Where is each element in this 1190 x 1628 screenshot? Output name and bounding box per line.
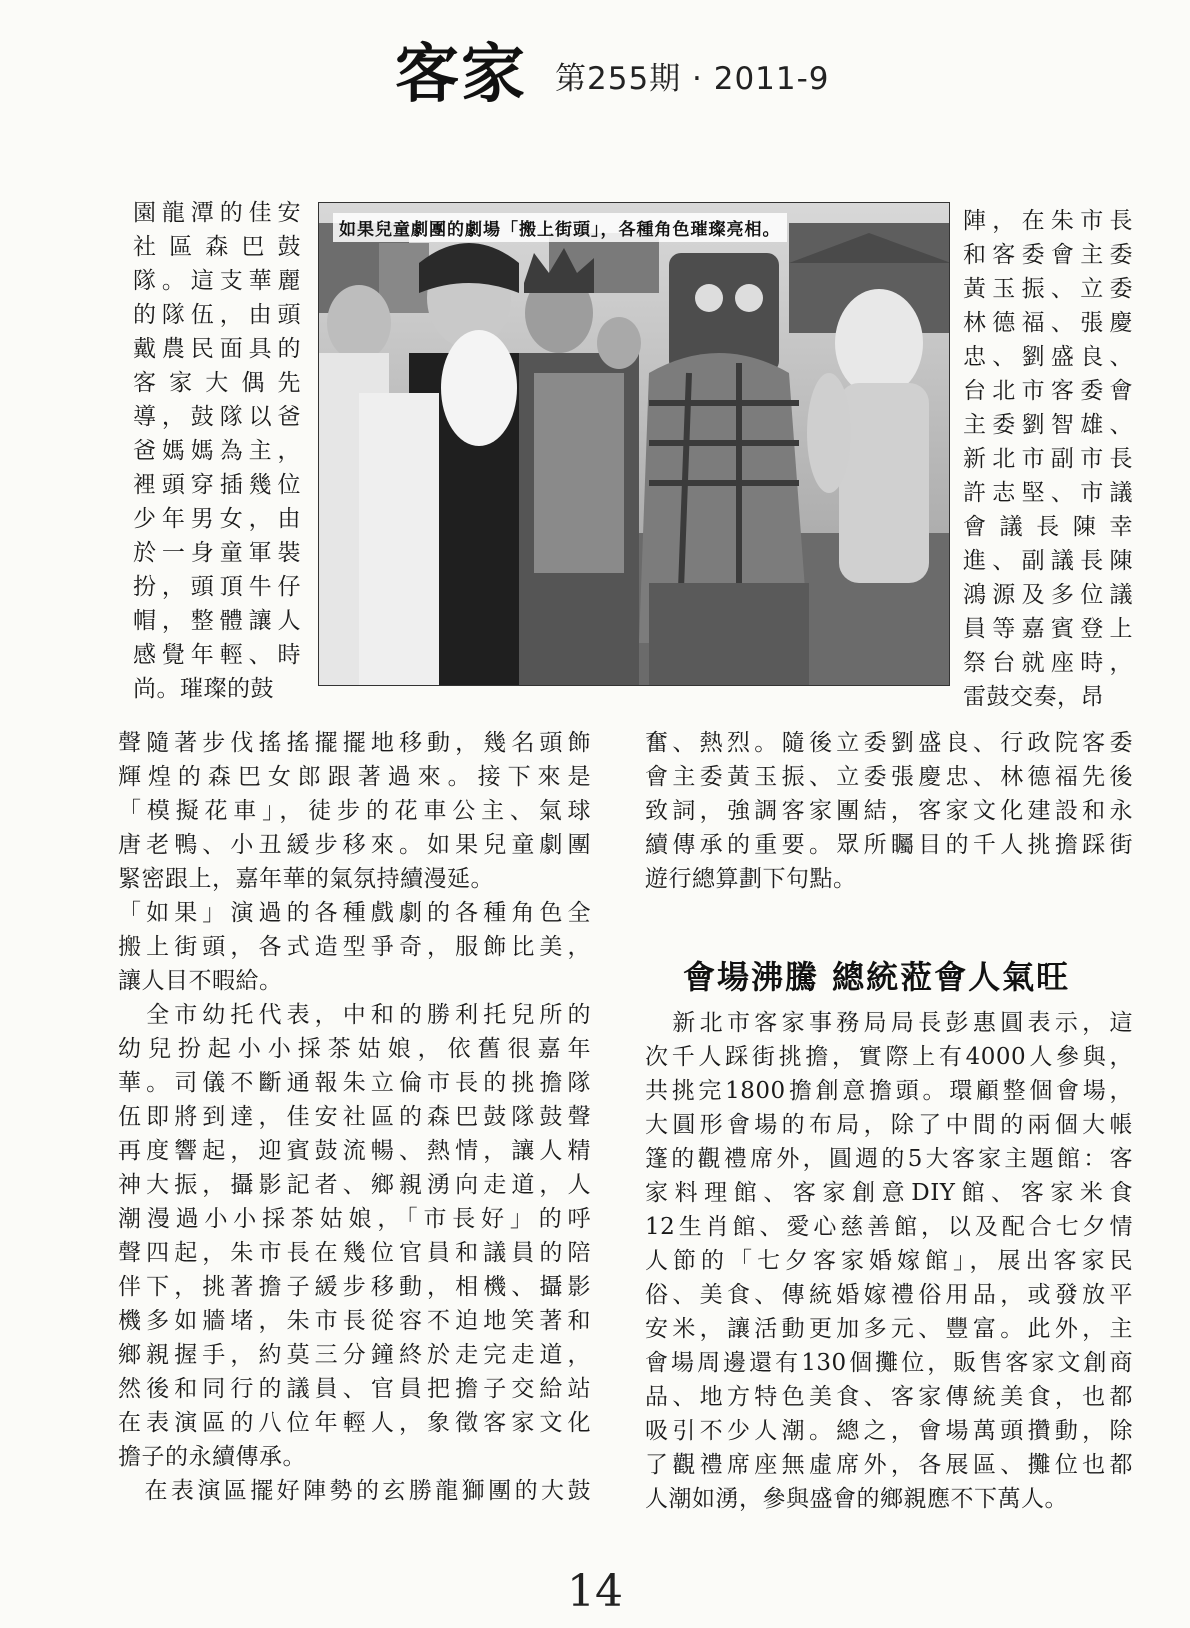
text-line: 在表演區的八位年輕人，象徵客家文化 [118, 1410, 591, 1436]
text-line: 聲四起，朱市長在幾位官員和議員的陪 [118, 1240, 591, 1266]
text-line: 員等嘉賓登上 [963, 616, 1133, 642]
text-line: 新北市客家事務局局長彭惠圓表示，這 [645, 1010, 1133, 1036]
text-line: 次千人踩街挑擔，實際上有4000人參與， [645, 1044, 1133, 1070]
text-line: 幼兒扮起小小採茶姑娘，依舊很嘉年 [118, 1036, 591, 1062]
right-column-bottom [645, 1006, 1133, 1516]
text-line: 園龍潭的佳安 [133, 200, 301, 226]
text-line: 尚。璀璨的鼓 [133, 676, 274, 702]
text-line: 續傳承的重要。眾所矚目的千人挑擔踩街 [645, 832, 1133, 858]
text-line: 隊。這支華麗 [133, 268, 301, 294]
text-line: 致詞，強調客家團結，客家文化建設和永 [645, 798, 1133, 824]
text-line: 俗、美食、傳統婚嫁禮俗用品，或發放平 [645, 1282, 1133, 1308]
text-line: 擔子的永續傳承。 [118, 1444, 306, 1470]
text-line: 神大振，攝影記者、鄉親湧向走道，人 [118, 1172, 591, 1198]
text-line: 許志堅、市議 [963, 480, 1133, 506]
text-line: 伴下，挑著擔子緩步移動，相機、攝影 [118, 1274, 591, 1300]
text-line: 人節的「七夕客家婚嫁館」，展出客家民 [645, 1248, 1133, 1274]
text-line: 「如果」演過的各種戲劇的各種角色全 [118, 900, 591, 926]
text-line: 會場周邊還有130個攤位，販售客家文創商 [645, 1350, 1133, 1376]
text-line: 讓人目不暇給。 [118, 968, 283, 994]
text-line: 唐老鴨、小丑緩步移來。如果兒童劇團 [118, 832, 591, 858]
text-line: 主委劉智雄、 [963, 412, 1133, 438]
text-line: 鴻源及多位議 [963, 582, 1133, 608]
text-line: 社區森巴鼓 [133, 234, 301, 260]
text-line: 緊密跟上，嘉年華的氣氛持續漫延。 [118, 866, 494, 892]
text-line: 了觀禮席座無虛席外，各展區、攤位也都 [645, 1452, 1133, 1478]
text-line: 全市幼托代表，中和的勝利托兒所的 [118, 1002, 591, 1028]
page-number: 14 [567, 1566, 623, 1617]
magazine-logo: 客家 [395, 37, 527, 112]
text-line: 感覺年輕、時 [133, 642, 301, 668]
text-line: 在表演區擺好陣勢的玄勝龍獅團的大鼓 [118, 1478, 591, 1504]
text-line: 伍即將到達，佳安社區的森巴鼓隊鼓聲 [118, 1104, 591, 1130]
text-line: 篷的觀禮席外，圓週的5大客家主題館：客 [645, 1146, 1133, 1172]
text-line: 裡頭穿插幾位 [133, 472, 301, 498]
text-line: 吸引不少人潮。總之，會場萬頭攢動，除 [645, 1418, 1133, 1444]
text-line: 帽，整體讓人 [133, 608, 301, 634]
text-line: 客家大偶先 [133, 370, 301, 396]
text-line: 和客委會主委 [963, 242, 1133, 268]
text-line: 共挑完1800擔創意擔頭。環顧整個會場， [645, 1078, 1133, 1104]
text-line: 林德福、張慶 [963, 310, 1133, 336]
right-column-top [963, 204, 1133, 714]
text-line: 遊行總算劃下句點。 [645, 866, 857, 892]
text-line: 「模擬花車」，徒步的花車公主、氣球 [118, 798, 591, 824]
text-line: 大圓形會場的布局，除了中間的兩個大帳 [645, 1112, 1133, 1138]
text-line: 少年男女，由 [133, 506, 301, 532]
text-line: 戴農民面具的 [133, 336, 301, 362]
text-line: 然後和同行的議員、官員把擔子交給站 [118, 1376, 591, 1402]
text-line: 奮、熱烈。隨後立委劉盛良、行政院客委 [645, 730, 1133, 756]
left-column-bottom [118, 726, 591, 1508]
text-line: 搬上街頭，各式造型爭奇，服飾比美， [118, 934, 591, 960]
text-line: 品、地方特色美食、客家傳統美食，也都 [645, 1384, 1133, 1410]
text-line: 爸媽媽為主， [133, 438, 301, 464]
photo-caption: 如果兒童劇團的劇場「搬上街頭」，各種角色璀璨亮相。 [333, 213, 787, 242]
right-column-middle [645, 726, 1133, 896]
text-line: 12生肖館、愛心慈善館，以及配合七夕情 [645, 1214, 1133, 1240]
text-line: 華。司儀不斷通報朱立倫市長的挑擔隊 [118, 1070, 591, 1096]
text-line: 雷鼓交奏，昂 [963, 684, 1104, 710]
text-line: 於一身童軍裝 [133, 540, 301, 566]
parade-photo [318, 202, 950, 686]
text-line: 新北市副市長 [963, 446, 1133, 472]
text-line: 潮漫過小小採茶姑娘，「市長好」的呼 [118, 1206, 591, 1232]
text-line: 機多如牆堵，朱市長從容不迫地笑著和 [118, 1308, 591, 1334]
text-line: 會議長陳幸 [963, 514, 1133, 540]
text-line: 導，鼓隊以爸 [133, 404, 301, 430]
text-line: 聲隨著步伐搖搖擺擺地移動，幾名頭飾 [118, 730, 591, 756]
text-line: 忠、劉盛良、 [963, 344, 1133, 370]
text-line: 會主委黃玉振、立委張慶忠、林德福先後 [645, 764, 1133, 790]
text-line: 鄉親握手，約莫三分鐘終於走完走道， [118, 1342, 591, 1368]
text-line: 家料理館、客家創意DIY館、客家米食 [645, 1180, 1133, 1206]
text-line: 陣，在朱市長 [963, 208, 1133, 234]
text-line: 祭台就座時， [963, 650, 1133, 676]
text-line: 再度響起，迎賓鼓流暢、熱情，讓人精 [118, 1138, 591, 1164]
text-line: 台北市客委會 [963, 378, 1133, 404]
section-subheading: 會場沸騰 總統蒞會人氣旺 [683, 958, 1071, 996]
issue-number: 第255期 · 2011-9 [555, 60, 830, 97]
left-column-top [133, 196, 301, 706]
text-line: 黃玉振、立委 [963, 276, 1133, 302]
masthead [395, 35, 830, 115]
text-line: 扮，頭頂牛仔 [133, 574, 301, 600]
text-line: 安米，讓活動更加多元、豐富。此外，主 [645, 1316, 1133, 1342]
text-line: 的隊伍，由頭 [133, 302, 301, 328]
parade-photo-illustration [319, 203, 950, 686]
text-line: 進、副議長陳 [963, 548, 1133, 574]
text-line: 輝煌的森巴女郎跟著過來。接下來是 [118, 764, 591, 790]
text-line: 人潮如湧，參與盛會的鄉親應不下萬人。 [645, 1486, 1068, 1512]
